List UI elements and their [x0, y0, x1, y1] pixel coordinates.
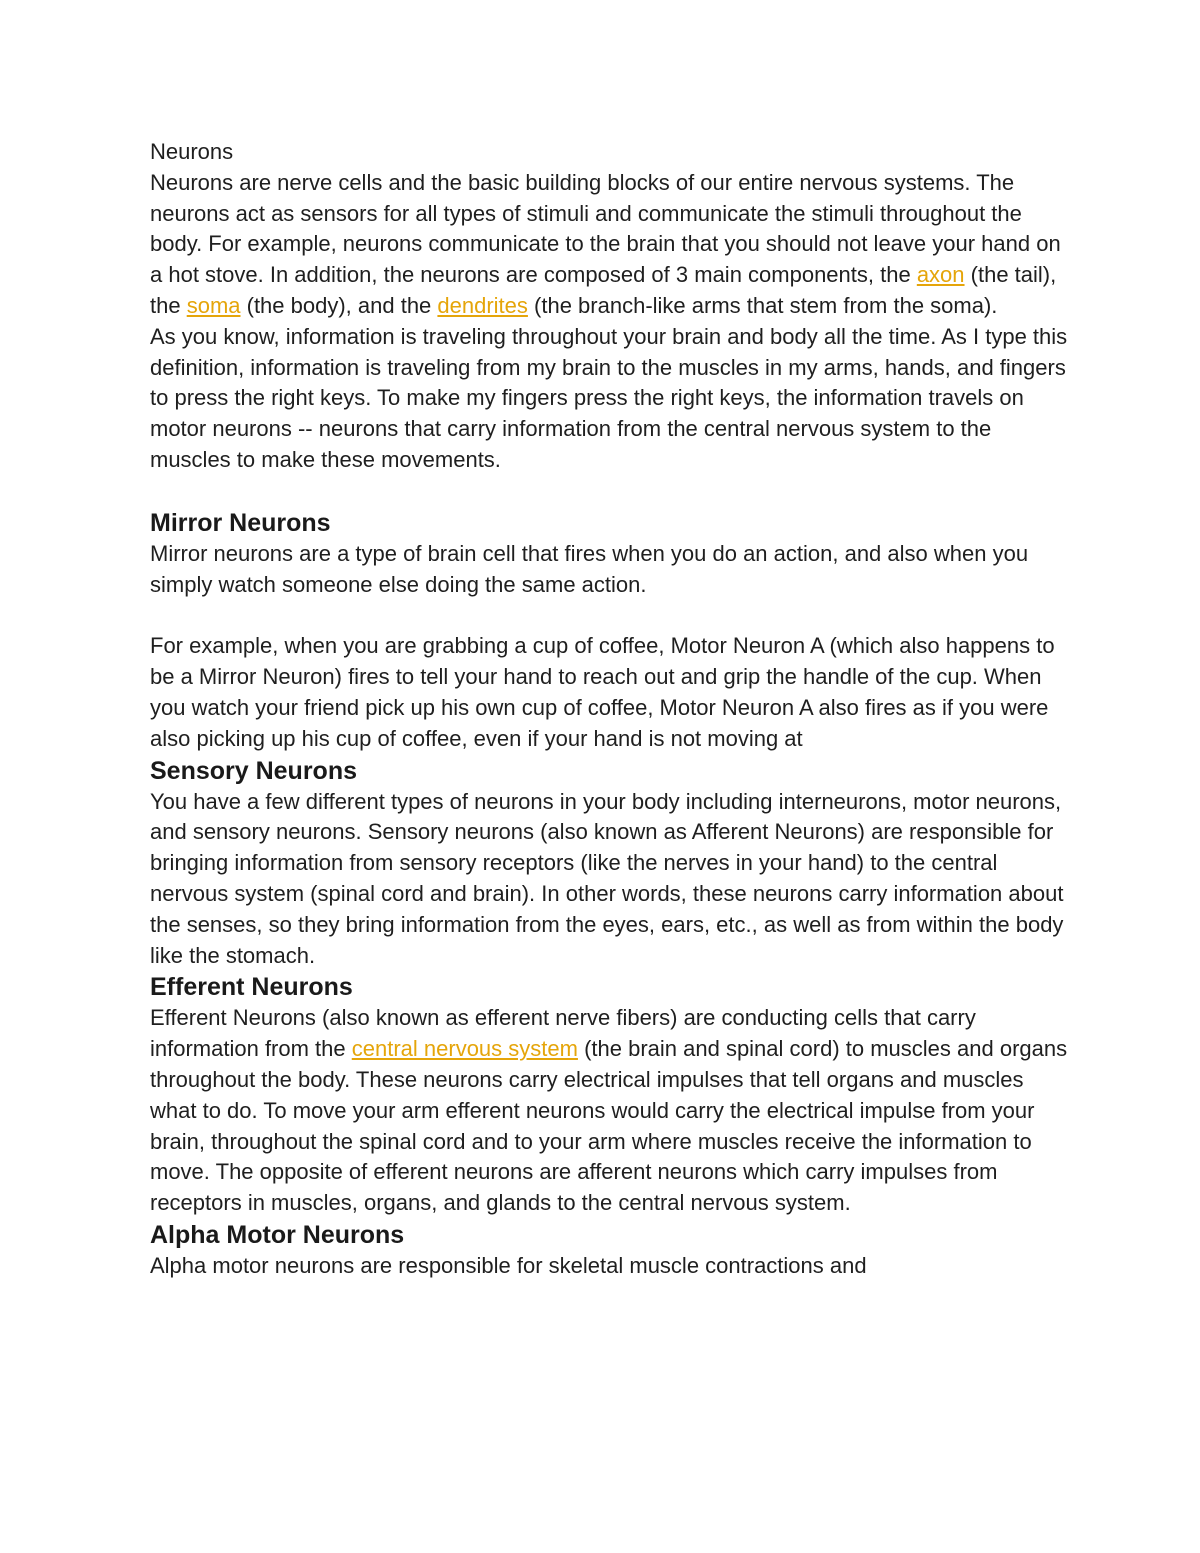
sensory-neurons-heading: Sensory Neurons [150, 756, 358, 785]
soma-link[interactable]: soma [186, 292, 241, 318]
mirror-neurons-heading: Mirror Neurons [150, 508, 331, 537]
intro-paragraph [150, 168, 1070, 322]
document-title: Neurons [150, 139, 234, 164]
intro-text-2: (the tail), the [150, 262, 1057, 318]
efferent-text-1: Efferent Neurons (also known as efferent nerve fibers) are conducting cells that carry information from the [150, 1005, 976, 1062]
axon-link[interactable]: axon [916, 262, 965, 288]
alpha-motor-neurons-paragraph: Alpha motor neurons are responsible for skeletal muscle contractions and [150, 1252, 867, 1278]
intro-text-3: (the body), and the [240, 292, 438, 318]
mirror-neurons-paragraph: Mirror neurons are a type of brain cell that fires when you do an action, and also when you simply watch someone else doing the same action. [150, 540, 1029, 597]
intro-text-1: Neurons are nerve cells and the basic building blocks of our entire nervous systems. The neurons act as sensors for all types of stimuli and communicate the stimuli throughout the body. For example, neurons communicate to the brain that you should not leave your hand on a hot stove. In addition, the neurons are composed of 3 main components, the [150, 169, 1061, 288]
alpha-motor-neurons-heading: Alpha Motor Neurons [150, 1220, 405, 1249]
central-nervous-system-link[interactable]: central nervous system [351, 1036, 578, 1062]
document-page [150, 137, 1070, 1282]
motor-neurons-paragraph: As you know, information is traveling throughout your brain and body all the time. As I type this definition, information is traveling from my brain to the muscles in my arms, hands, and fingers to press the right keys. To make my fingers press the right keys, the information travels on motor neurons -- neurons that carry information from the central nervous system to the muscles to make these movements. [150, 323, 1068, 472]
efferent-text-2: (the brain and spinal cord) to muscles and organs throughout the body. These neurons carry electrical impulses that tell organs and muscles what to do. To move your arm efferent neurons would carry the electrical impulse from your brain, throughout the spinal cord and to your arm where muscles receive the information to move. The opposite of efferent neurons are afferent neurons which carry impulses from receptors in muscles, organs, and glands to the central nervous system. [150, 1036, 1068, 1216]
efferent-neurons-heading: Efferent Neurons [150, 973, 353, 1002]
efferent-neurons-paragraph [150, 1003, 1070, 1219]
dendrites-link[interactable]: dendrites [437, 292, 528, 318]
sensory-neurons-paragraph: You have a few different types of neurons in your body including interneurons, motor neurons, and sensory neurons. Sensory neurons (also known as Afferent Neurons) are responsible for bringing information from sensory receptors (like the nerves in your hand) to the central nervous system (spinal cord and brain). In other words, these neurons carry information about the senses, so they bring information from the eyes, ears, etc., as well as from within the body like the stomach. [150, 788, 1064, 968]
intro-text-4: (the branch-like arms that stem from the soma). [527, 292, 998, 318]
mirror-example-paragraph: For example, when you are grabbing a cup of coffee, Motor Neuron A (which also happens to be a Mirror Neuron) fires to tell your hand to reach out and grip the handle of the cup. When you watch your friend pick up his own cup of coffee, Motor Neuron A also fires as if you were also picking up his cup of coffee, even if your hand is not moving at [150, 633, 1055, 751]
